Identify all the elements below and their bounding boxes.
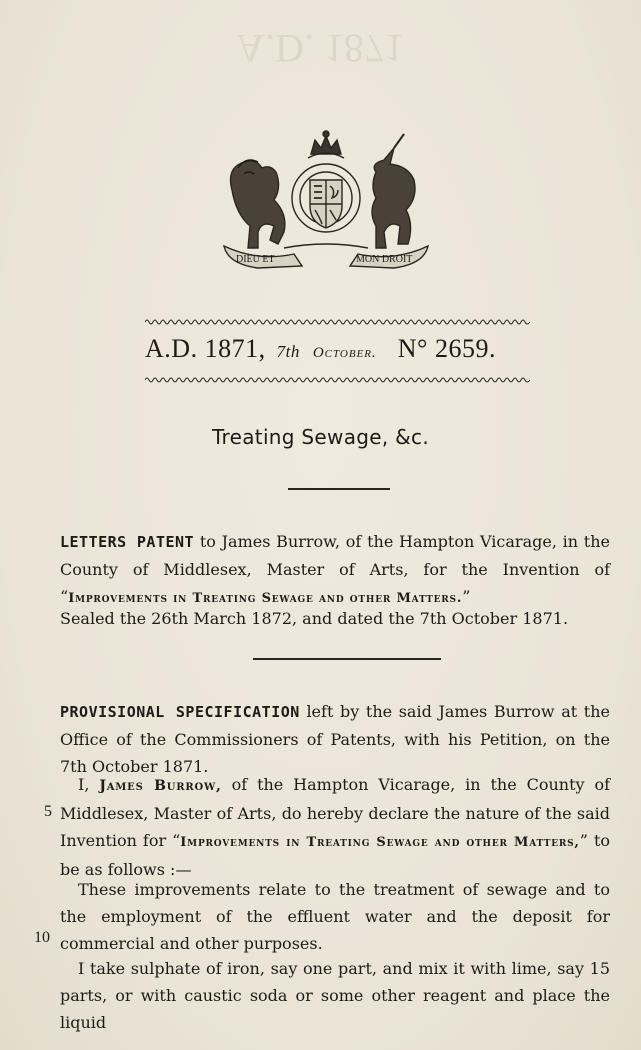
declaration-text: of the Hampton Vicarage, in the County of Middlesex, Master of Arts, do hereby declare the nature of the said Invention for “ [60,775,610,850]
improvements-paragraph [60,876,610,957]
letters-patent-lead: LETTERS PATENT [60,533,195,551]
sealed-line: Sealed the 26th March 1872, and dated the 7th October 1871. [60,609,569,628]
header-day: 7th [276,342,300,361]
declaration-close: ” to be as follows :— [60,831,611,879]
letters-patent-text: to James Burrow, of the Hampton Vicarage, in the County of Middlesex, Master of Arts, for the Invention of “ [60,532,611,606]
provisional-lead: PROVISIONAL SPECIFICATION [60,703,300,721]
header-patent-number: N° 2659. [397,334,496,363]
header-ad-year: A.D. 1871, [145,334,266,363]
header-month: October. [312,345,377,361]
letters-patent-close: ” [462,587,471,606]
method-paragraph [60,955,610,1036]
patent-header [0,334,641,364]
title-rule [288,488,390,490]
svg-text:MON DROIT: MON DROIT [356,254,413,265]
royal-coat-of-arms [218,128,434,270]
bottom-wavy-rule [145,375,530,385]
section-rule [253,658,441,660]
line-number-10: 10 [34,929,50,946]
svg-text:DIEU ET: DIEU ET [236,254,275,265]
declaration-prefix: I, [78,775,100,794]
improvements-text: These improvements relate to the treatment of sewage and to the employment of the effluent water and the deposit for commercial and other purposes. [60,880,610,953]
document-title: Treating Sewage, &c. [211,425,430,449]
top-wavy-rule [145,317,530,327]
letters-patent-paragraph [60,528,610,612]
line-number-5: 5 [44,803,52,820]
declaration-paragraph [60,771,610,883]
declarant-name: James Burrow, [99,778,222,794]
provisional-specification-paragraph [60,698,610,780]
declaration-invention: Improvements in Treating Sewage and other Matters, [180,835,580,850]
bleed-through-text: A.D. 1871 [236,26,404,71]
provisional-text: left by the said James Burrow at the Office of the Commissioners of Patents, with his Petition, on the 7th October 1871. [60,702,610,776]
method-text: I take sulphate of iron, say one part, and mix it with lime, say 15 parts, or with caustic soda or some other reagent and place the liquid [60,959,610,1032]
letters-patent-invention: Improvements in Treating Sewage and other Matters. [68,591,463,606]
